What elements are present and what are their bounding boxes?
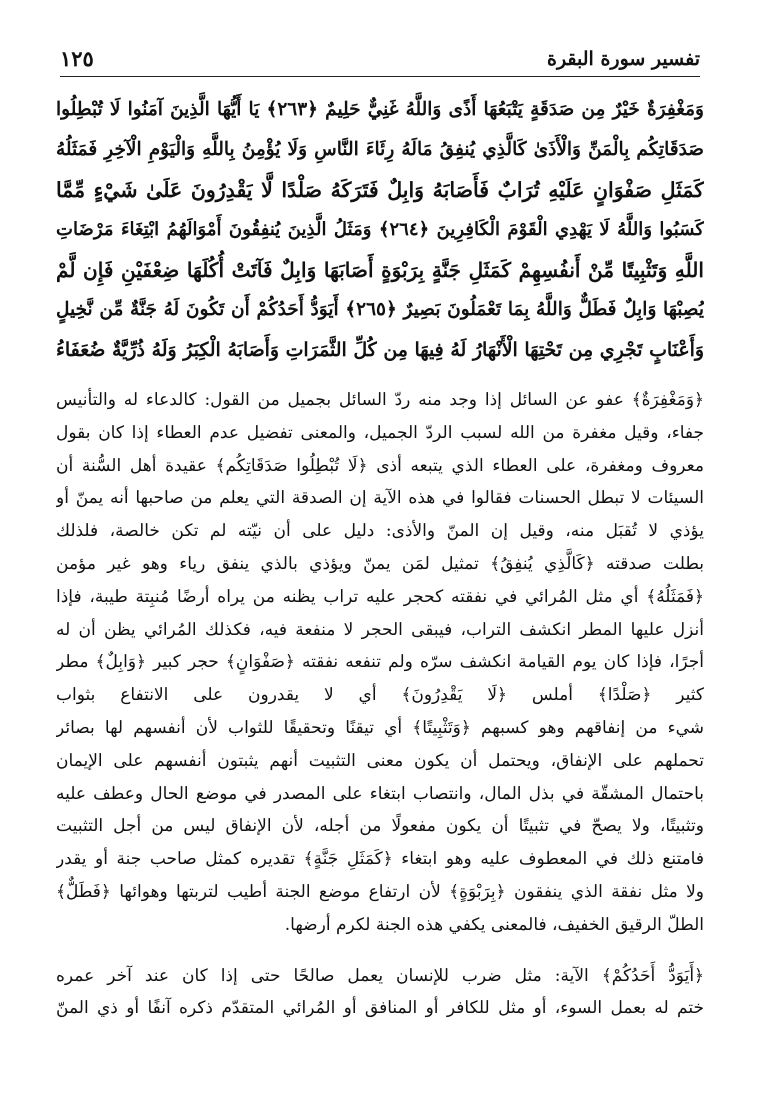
commentary-line: ولا مثل نفقة الذي ينفقون ﴿بِرَبْوَةٍ﴾ لأن ارتفاع موضع الجنة أطيب لتربتها وهوائها ﴿فَطَلٌّ﴾ xyxy=(56,881,704,902)
commentary-line: أنزل عليها المطر انكشف التراب، فيبقى الحجر لا منفعة فيه، فكذلك المُرائي يظن أن له xyxy=(56,619,704,640)
commentary-line: تحملهم على الإنفاق، ويحتمل أن يكون معنى التثبيت أنهم يثبتون أنفسهم على الإيمان xyxy=(56,750,704,771)
verse-line: وَأَعْنَابٍ تَجْرِي مِن تَحْتِهَا الْأَنْهَارُ لَهُ فِيهَا مِن كُلِّ الثَّمَرَاتِ وَأَصَابَهُ الْكِبَرُ وَلَهُ ذُرِّيَّةٌ ضُعَفَاءُ xyxy=(56,339,704,361)
commentary-line: كثير ﴿صَلْدًا﴾ أملس ﴿لَا يَقْدِرُونَ﴾ أي لا يقدرون على الانتفاع بثواب xyxy=(56,685,704,706)
verse-line: كَمَثَلِ صَفْوَانٍ عَلَيْهِ تُرَابٌ فَأَصَابَهُ وَابِلٌ فَتَرَكَهُ صَلْدًا لَّا يَقْدِرُونَ عَلَىٰ شَيْءٍ مِّمَّا xyxy=(56,178,704,202)
commentary-line: ﴿فَمَثَلُهُ﴾ أي مثل المُرائي في نفقته كحجر عليه تراب يظنه من يراه أرضًا مُنبِتة طيبة، فإذا xyxy=(56,586,704,607)
commentary-block xyxy=(56,384,704,1025)
commentary-line: الطلّ الرقيق الخفيف، فالمعنى يكفي هذه الجنة لكرم أرضها. xyxy=(284,914,704,935)
commentary-line: بطلت صدقته ﴿كَالَّذِي يُنفِقُ﴾ تمثيل لمَن يمنّ ويؤذي بالذي ينفق رياء وهو غير مؤمن xyxy=(56,553,704,574)
commentary-paragraph-1 xyxy=(56,384,704,942)
commentary-line: أجرًا، فإذا كان يوم القيامة انكشف سرّه ولم تنفعه نفقته ﴿صَفْوَانٍ﴾ حجر كبير ﴿وَابِلٌ﴾ مطر xyxy=(56,652,704,673)
commentary-line: فامتنع ذلك في المعطوف عليه وهو ابتغاء ﴿كَمَثَلِ جَنَّةٍ﴾ تقديره كمثل صاحب جنة أو يقدر xyxy=(56,849,704,870)
commentary-line: باحتمال المشقّة في بذل المال، وانتصاب ابتغاء على المصدر في موضع الحال وعطف عليه xyxy=(56,783,704,804)
page-header xyxy=(60,42,700,77)
commentary-line: ﴿أَيَوَدُّ أَحَدُكُمْ﴾ الآية: مثل ضرب للإنسان يعمل صالحًا حتى إذا كان عند آخر عمره xyxy=(56,965,704,986)
quran-verses-block xyxy=(56,90,704,372)
verse-line: صَدَقَاتِكُم بِالْمَنِّ وَالْأَذَىٰ كَالَّذِي يُنفِقُ مَالَهُ رِئَاءَ النَّاسِ وَلَا يُؤْمِنُ بِاللَّهِ وَالْيَوْمِ الْآخِرِ فَمَثَلُهُ xyxy=(56,139,704,160)
commentary-line: وتثبيتًا، ولا يصحّ في تثبيتًا أن يكون مفعولًا من أجله، لأن الإنفاق ليس من أجل التثبيت xyxy=(56,816,704,837)
verse-line: كَسَبُوا وَاللَّهُ لَا يَهْدِي الْقَوْمَ الْكَافِرِينَ ﴿٢٦٤﴾ وَمَثَلُ الَّذِينَ يُنفِقُونَ أَمْوَالَهُمُ ابْتِغَاءَ مَرْضَاتِ xyxy=(56,219,704,240)
commentary-line: ﴿وَمَغْفِرَةٌ﴾ عفو عن السائل إذا وجد منه ردّ السائل بجميل من القول: كالدعاء له والتأنيس xyxy=(56,390,704,410)
verse-line: يُصِبْهَا وَابِلٌ فَطَلٌّ وَاللَّهُ بِمَا تَعْمَلُونَ بَصِيرٌ ﴿٢٦٥﴾ أَيَوَدُّ أَحَدُكُمْ أَن تَكُونَ لَهُ جَنَّةٌ مِّن نَّخِيلٍ xyxy=(56,299,704,320)
commentary-line: جفاء، وقيل مغفرة من الله لسبب الردّ الجميل، والمعنى تفضيل عدم العطاء إذا كان بقول xyxy=(56,422,704,443)
commentary-line: معروف ومغفرة، على العطاء الذي يتبعه أذى ﴿لَا تُبْطِلُوا صَدَقَاتِكُم﴾ عقيدة أهل السُّنة أن xyxy=(56,455,704,476)
commentary-line: شيء من إنفاقهم وهو كسبهم ﴿وَتَثْبِيتًا﴾ أي تيقنًا وتحقيقًا للثواب لأن أنفسهم لها بصائر xyxy=(56,717,704,738)
verse-line: وَمَغْفِرَةٌ خَيْرٌ مِن صَدَقَةٍ يَتْبَعُهَا أَذًى وَاللَّهُ غَنِيٌّ حَلِيمٌ ﴿٢٦٣﴾ يَا أَيُّهَا الَّذِينَ آمَنُوا لَا تُبْطِلُوا xyxy=(56,99,704,120)
commentary-line: يؤذي لا تُقبَل منه، وقيل إن المنّ والأذى: دليل على أن نيّته لم تكن خالصة، فلذلك xyxy=(56,521,704,542)
commentary-line: السيئات لا تبطل الحسنات فقالوا في هذه الآية إن الصدقة التي يعلم من صاحبها أنه يمنّ أو xyxy=(56,488,704,509)
verse-line: اللَّهِ وَتَثْبِيتًا مِّنْ أَنفُسِهِمْ كَمَثَلِ جَنَّةٍ بِرَبْوَةٍ أَصَابَهَا وَابِلٌ فَآتَتْ أُكُلَهَا ضِعْفَيْنِ فَإِن لَّمْ xyxy=(56,258,704,282)
commentary-line: ختم له بعمل السوء، أو مثل للكافر أو المنافق أو المُرائي المتقدّم ذكره آنفًا أو ذي المنّ xyxy=(56,998,704,1019)
running-title: تفسير سورة البقرة xyxy=(546,48,700,70)
page-number: ١٢٥ xyxy=(60,46,94,71)
commentary-paragraph-2 xyxy=(56,960,704,1026)
